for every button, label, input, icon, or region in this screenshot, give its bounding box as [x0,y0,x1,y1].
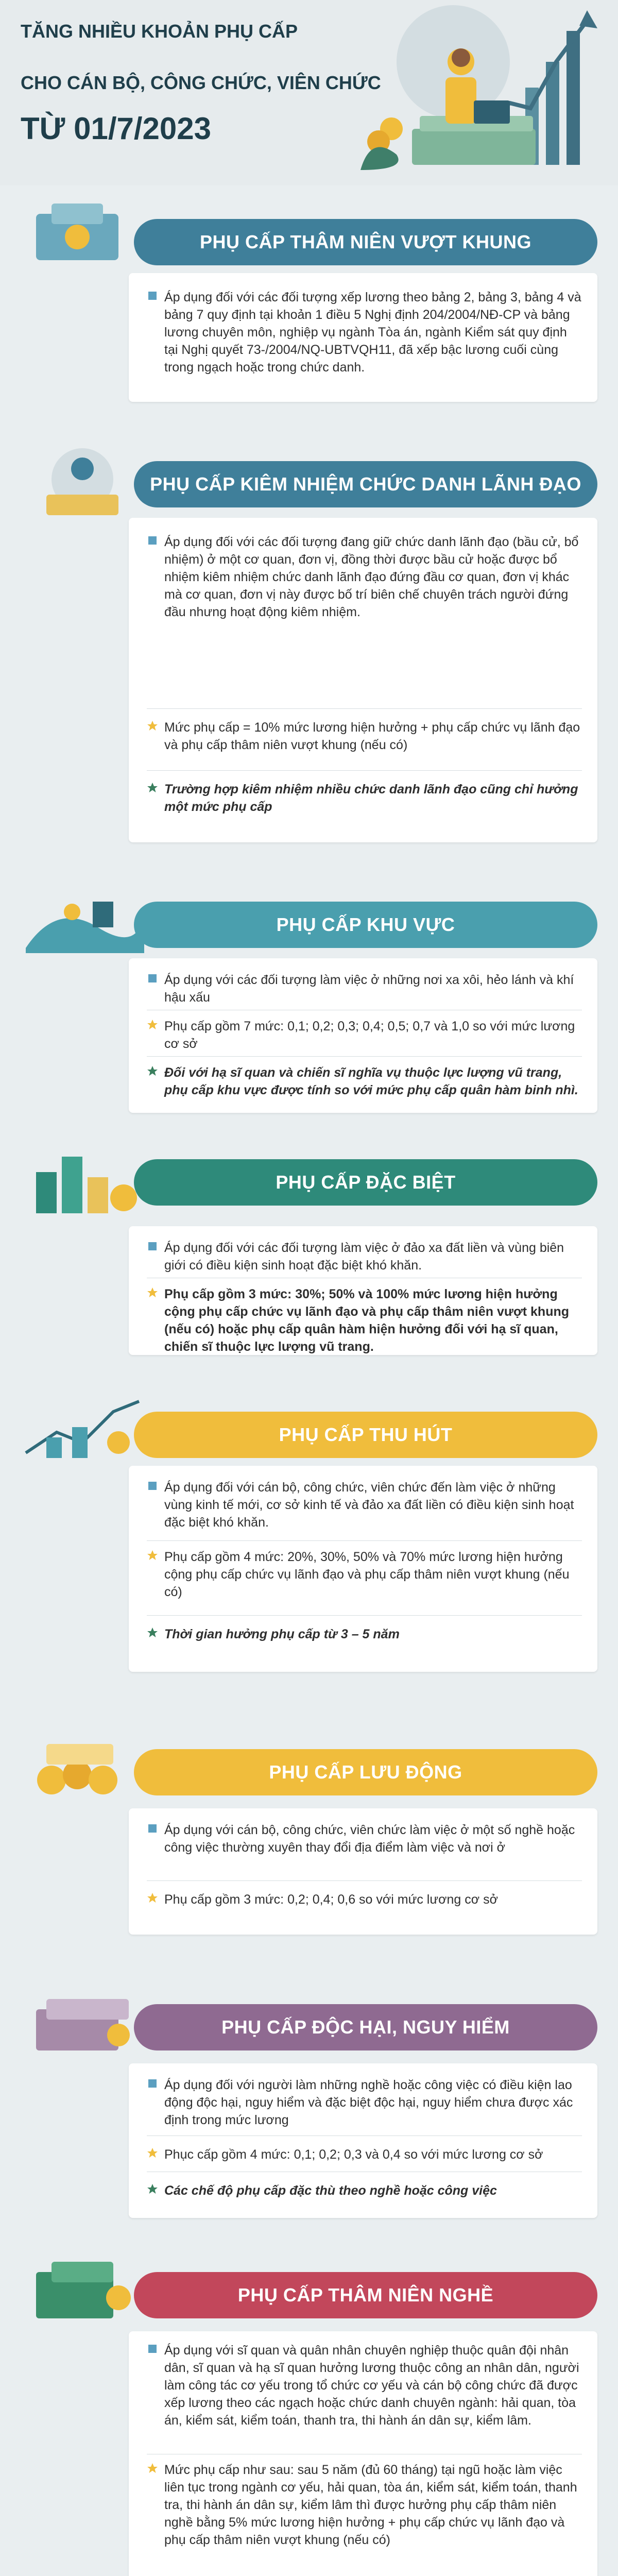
section-title: PHỤ CẤP KHU VỰC [276,914,455,935]
section-title: PHỤ CẤP ĐẶC BIỆT [276,1172,456,1193]
section-card [129,2063,597,2218]
bullet-item: Thời gian hưởng phụ cấp từ 3 – 5 năm [147,1625,582,1643]
bullet-item: Áp dụng đối với người làm những nghề hoặc công việc có điều kiện lao động độc hại, nguy hiểm và đặc biệt độc hại, nguy hiểm chưa được xác định trong mức lương [147,2076,582,2129]
bullet-item: Áp dụng đối với cán bộ, công chức, viên chức đến làm việc ở những vùng kinh tế mới, cơ sở kinh tế và đảo xa đất liền có điều kiện sinh hoạt đặc biệt khó khăn. [147,1479,582,1531]
bullet-item: Áp dụng với các đối tượng làm việc ở những nơi xa xôi, hẻo lánh và khí hậu xấu [147,971,582,1006]
bullet-item: Phụ cấp gồm 7 mức: 0,1; 0,2; 0,3; 0,4; 0,5; 0,7 và 1,0 so với mức lương cơ sở [147,1018,582,1053]
header [0,0,618,185]
bullet-item: Áp dụng đối với các đối tượng làm việc ở đảo xa đất liền và vùng biên giới có điều kiện sinh hoạt đặc biệt khó khăn. [147,1239,582,1274]
section-illustration [15,1141,149,1218]
title-line-1: TĂNG NHIỀU KHOẢN PHỤ CẤP [21,21,298,42]
section-title-banner [134,2272,597,2318]
section-card [129,273,597,402]
title-line-3: TỪ 01/7/2023 [21,111,212,146]
section-kiem-nhiem [0,433,618,860]
section-title-banner [134,1412,597,1458]
section-thu-hut [0,1376,618,1705]
section-title-banner [134,2004,597,2050]
section-title-banner [134,1159,597,1206]
section-illustration [15,881,149,958]
divider [147,1880,582,1881]
star-icon [147,1627,158,1638]
section-title: PHỤ CẤP LƯU ĐỘNG [269,1761,462,1783]
section-tham-nien-nghe [0,2236,618,2576]
section-illustration [15,443,149,520]
star-icon [147,1287,158,1298]
section-card [129,1226,597,1355]
divider [147,770,582,771]
square-bullet-icon [147,2343,158,2354]
star-icon [147,1550,158,1561]
section-title-banner [134,902,597,948]
bullet-item: Áp dụng đối với các đối tượng xếp lương theo bảng 2, bảng 3, bảng 4 và bảng 7 quy định tại khoản 1 điều 5 Nghị định 204/2004/NĐ-CP và bảng lương chuyên môn, nghiệp vụ ngành Tòa án, ngành Kiểm sát quy định tại Nghị quyết 73-/2004/NQ-UBTVQH11, đã xếp bậc lương cuối cùng trong ngạch hoặc trong chức danh. [147,289,582,376]
bullet-item: Áp dụng với sĩ quan và quân nhân chuyên nghiệp thuộc quân đội nhân dân, sĩ quan và hạ sĩ quan hưởng lương thuộc công an nhân dân, người làm công tác cơ yếu trong tổ chức cơ yếu và cán bộ công chức đã được xếp lương theo các ngạch hoặc chức danh chuyên ngành: hải quan, tòa án, kiểm sát, kiểm toán, thanh tra, thi hành án dân sự, kiểm lâm. [147,2342,582,2429]
bullet-item: Phụ cấp gồm 3 mức: 0,2; 0,4; 0,6 so với mức lương cơ sở [147,1891,582,1908]
section-title-banner [134,219,597,265]
star-icon [147,1065,158,1077]
section-tham-nien-vuot-khung [0,183,618,420]
section-title-banner [134,461,597,507]
bullet-item: Phục cấp gồm 4 mức: 0,1; 0,2; 0,3 và 0,4 so với mức lương cơ sở [147,2146,582,2163]
square-bullet-icon [147,2078,158,2089]
section-card [129,1466,597,1672]
square-bullet-icon [147,535,158,546]
bullet-item: Đối với hạ sĩ quan và chiến sĩ nghĩa vụ thuộc lực lượng vũ trang, phụ cấp khu vực được tính so với mức phụ cấp quân hàm binh nhì. [147,1064,582,1099]
header-illustration [330,0,608,180]
bullet-item: Trường hợp kiêm nhiệm nhiều chức danh lãnh đạo cũng chỉ hưởng một mức phụ cấp [147,781,582,816]
bullet-item: Các chế độ phụ cấp đặc thù theo nghề hoặc công việc [147,2182,582,2199]
square-bullet-icon [147,973,158,984]
section-khu-vuc [0,871,618,1123]
section-illustration [15,2246,149,2324]
divider [147,708,582,709]
square-bullet-icon [147,290,158,301]
bullet-item: Phụ cấp gồm 4 mức: 20%, 30%, 50% và 70% mức lương hiện hưởng cộng phụ cấp chức vụ lãnh đạo và phụ cấp thâm niên vượt khung (nếu có) [147,1548,582,1601]
section-illustration [15,193,149,265]
title-line-2: CHO CÁN BỘ, CÔNG CHỨC, VIÊN CHỨC [21,72,381,93]
section-doc-hai [0,1968,618,2236]
square-bullet-icon [147,1823,158,1834]
divider [147,1540,582,1541]
star-icon [147,2463,158,2474]
section-title: PHỤ CẤP THU HÚT [279,1424,453,1445]
square-bullet-icon [147,1480,158,1492]
star-icon [147,1019,158,1030]
divider [147,1615,582,1616]
section-illustration [15,1723,149,1801]
star-icon [147,2183,158,2195]
star-icon [147,720,158,732]
section-card [129,1808,597,1935]
bullet-item: Áp dụng đối với các đối tượng đang giữ chức danh lãnh đạo (bầu cử, bổ nhiệm) ở một cơ quan, đơn vị, đồng thời được bầu cử hoặc được bổ nhiệm kiêm nhiệm chức danh lãnh đạo đứng đầu cơ quan, đơn vị khác mà cơ quan, đơn vị này được bố trí biên chế chuyên trách người đứng đầu nhưng hoạt động kiêm nhiệm. [147,533,582,621]
star-icon [147,1892,158,1904]
bullet-item: Phụ cấp gồm 3 mức: 30%; 50% và 100% mức lương hiện hưởng cộng phụ cấp chức vụ lãnh đạo và phụ cấp thâm niên vượt khung (nếu có) hoặc phụ cấp quân hàm hiện hưởng đối với hạ sĩ quan, chiến sĩ thuộc lực lượng vũ trang. [147,1285,582,1355]
section-dac-biet [0,1131,618,1368]
section-title: PHỤ CẤP THÂM NIÊN NGHỀ [237,2284,494,2306]
section-title-banner [134,1749,597,1795]
section-card [129,518,597,842]
star-icon [147,2147,158,2159]
bullet-item: Mức phụ cấp = 10% mức lương hiện hưởng + phụ cấp chức vụ lãnh đạo và phụ cấp thâm niên vượt khung (nếu có) [147,719,582,754]
bullet-item: Mức phụ cấp như sau: sau 5 năm (đủ 60 tháng) tại ngũ hoặc làm việc liên tục trong ngành cơ yếu, hải quan, tòa án, kiểm sát, kiểm toán, thanh tra, thi hành án dân sự, kiểm lâm thì được hưởng phụ cấp thâm niên nghề bằng 5% mức lương hiện hưởng + phụ cấp chức vụ lãnh đạo và phụ cấp thâm niên vượt khung (nếu có) [147,2461,582,2549]
section-title: PHỤ CẤP THÂM NIÊN VƯỢT KHUNG [200,231,531,252]
divider [147,1056,582,1057]
section-title: PHỤ CẤP KIÊM NHIỆM CHỨC DANH LÃNH ĐẠO [150,473,581,495]
star-icon [147,782,158,793]
section-illustration [15,1386,149,1463]
section-title: PHỤ CẤP ĐỘC HẠI, NGUY HIỂM [221,2016,510,2038]
section-illustration [15,1978,149,2056]
section-card [129,2331,597,2576]
bullet-item: Áp dụng với cán bộ, công chức, viên chức làm việc ở một số nghề hoặc công việc thường xuyên thay đổi địa điểm làm việc và nơi ở [147,1821,582,1856]
section-luu-dong [0,1713,618,1965]
square-bullet-icon [147,1241,158,1252]
section-card [129,958,597,1113]
